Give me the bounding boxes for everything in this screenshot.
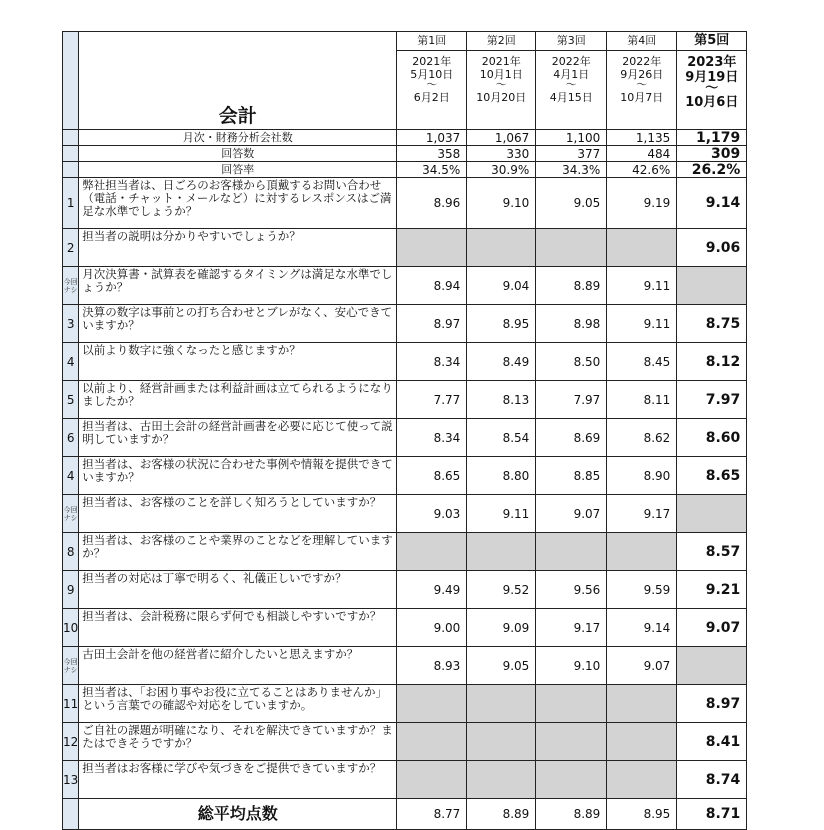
stats-value: 330 [467, 146, 536, 162]
question-text: 担当者は、会計税務に限らず何でも相談しやすいですか？ [79, 609, 397, 647]
round-y1: 2022年 [551, 55, 591, 68]
round-period [536, 51, 607, 130]
round-sep: 〜 [565, 78, 577, 91]
round-y1: 2021年 [481, 55, 521, 68]
question-number: 8 [63, 533, 79, 571]
question-text: 担当者は、古田土会計の経営計画書を必要に応じて使って説明していますか？ [79, 419, 397, 457]
question-number: 13 [63, 761, 79, 799]
question-score [467, 533, 536, 571]
stats-value: 484 [607, 146, 677, 162]
round-d2: 10月7日 [620, 91, 664, 104]
question-row [63, 343, 747, 381]
question-text: 担当者は、お客様のことを詳しく知ろうとしていますか？ [79, 495, 397, 533]
question-score: 9.11 [607, 305, 677, 343]
stats-value: 377 [536, 146, 607, 162]
question-text: 決算の数字は事前との打ち合わせとブレがなく、安心できていますか？ [79, 305, 397, 343]
question-score [536, 685, 607, 723]
question-score [607, 229, 677, 267]
question-score: 9.49 [397, 571, 467, 609]
question-text: 担当者は、「お困り事やお役に立てることはありませんか」という言葉での確認や対応をしていますか。 [79, 685, 397, 723]
question-score: 9.07 [607, 647, 677, 685]
question-score: 9.05 [536, 178, 607, 229]
question-row [63, 533, 747, 571]
round-d1: 9月26日 [620, 68, 664, 81]
round-sep: 〜 [495, 78, 507, 91]
question-row [63, 571, 747, 609]
round-sep: 〜 [636, 78, 648, 91]
question-score: 9.14 [607, 609, 677, 647]
question-score [397, 761, 467, 799]
question-score: 8.34 [397, 343, 467, 381]
index-cell [63, 146, 79, 162]
question-score: 8.97 [397, 305, 467, 343]
question-number: 12 [63, 723, 79, 761]
question-score: 8.62 [607, 419, 677, 457]
question-text: 以前より数字に強くなったと感じますか？ [79, 343, 397, 381]
stats-value: 26.2% [677, 162, 747, 178]
question-number: 今回ナシ [63, 267, 79, 305]
question-score: 9.09 [467, 609, 536, 647]
question-score: 9.04 [467, 267, 536, 305]
stats-value: 34.5% [397, 162, 467, 178]
question-number: 4 [63, 457, 79, 495]
round-label: 第5回 [677, 32, 747, 51]
stats-value: 42.6% [607, 162, 677, 178]
question-score: 9.11 [467, 495, 536, 533]
question-row [63, 419, 747, 457]
question-score: 9.59 [607, 571, 677, 609]
stats-label: 回答率 [79, 162, 397, 178]
total-score: 8.95 [607, 799, 677, 830]
question-score [536, 761, 607, 799]
question-score: 8.89 [536, 267, 607, 305]
question-row [63, 457, 747, 495]
question-row [63, 495, 747, 533]
question-score [536, 723, 607, 761]
question-text: 弊社担当者は、日ごろのお客様から頂戴するお問い合わせ（電話・チャット・メールなど）に対するレスポンスはご満足な水準でしょうか？ [79, 178, 397, 229]
question-row [63, 761, 747, 799]
question-score [677, 495, 747, 533]
question-row [63, 685, 747, 723]
question-score: 8.57 [677, 533, 747, 571]
round-label: 第3回 [536, 32, 607, 51]
question-score: 8.45 [607, 343, 677, 381]
question-row [63, 723, 747, 761]
question-score [607, 685, 677, 723]
question-score: 8.98 [536, 305, 607, 343]
question-score [397, 685, 467, 723]
question-score: 8.75 [677, 305, 747, 343]
question-row [63, 229, 747, 267]
total-score: 8.89 [536, 799, 607, 830]
question-number: 4 [63, 343, 79, 381]
round-y1: 2023年 [687, 55, 737, 70]
survey-table [62, 31, 747, 830]
question-score: 9.21 [677, 571, 747, 609]
question-number: 10 [63, 609, 79, 647]
question-score: 8.54 [467, 419, 536, 457]
stats-value: 358 [397, 146, 467, 162]
question-score: 8.12 [677, 343, 747, 381]
question-score: 7.77 [397, 381, 467, 419]
question-number: 1 [63, 178, 79, 229]
stats-row [63, 130, 747, 146]
question-score: 9.17 [536, 609, 607, 647]
question-text: 月次決算書・試算表を確認するタイミングは満足な水準でしょうか？ [79, 267, 397, 305]
question-row [63, 609, 747, 647]
stats-value: 1,067 [467, 130, 536, 146]
question-score: 8.49 [467, 343, 536, 381]
stats-value: 1,037 [397, 130, 467, 146]
question-text: 担当者の対応は丁寧で明るく、礼儀正しいですか？ [79, 571, 397, 609]
index-header-cell [63, 32, 79, 130]
question-score [467, 761, 536, 799]
question-score: 8.60 [677, 419, 747, 457]
question-score: 8.65 [677, 457, 747, 495]
index-cell [63, 799, 79, 830]
question-number: 3 [63, 305, 79, 343]
question-score: 9.17 [607, 495, 677, 533]
question-score: 9.52 [467, 571, 536, 609]
question-score [467, 723, 536, 761]
question-score [536, 533, 607, 571]
question-score [607, 723, 677, 761]
round-d1: 10月1日 [479, 68, 523, 81]
question-row [63, 267, 747, 305]
round-y1: 2021年 [412, 55, 452, 68]
question-text: ご自社の課題が明確になり、それを解決できていますか？またはできそうですか？ [79, 723, 397, 761]
total-label: 総平均点数 [79, 799, 397, 830]
stats-value: 1,179 [677, 130, 747, 146]
question-row [63, 305, 747, 343]
round-d1: 4月1日 [553, 68, 590, 81]
question-score: 8.90 [607, 457, 677, 495]
question-number: 6 [63, 419, 79, 457]
question-score: 9.56 [536, 571, 607, 609]
stats-label: 回答数 [79, 146, 397, 162]
question-score [397, 229, 467, 267]
total-score: 8.77 [397, 799, 467, 830]
question-score: 8.80 [467, 457, 536, 495]
round-d2: 10月6日 [685, 95, 739, 110]
question-score: 9.14 [677, 178, 747, 229]
question-score [536, 229, 607, 267]
question-number: 今回ナシ [63, 647, 79, 685]
question-score: 9.03 [397, 495, 467, 533]
question-number: 2 [63, 229, 79, 267]
question-row [63, 381, 747, 419]
question-number: 今回ナシ [63, 495, 79, 533]
question-number: 5 [63, 381, 79, 419]
question-score: 7.97 [536, 381, 607, 419]
question-score [607, 761, 677, 799]
question-score: 8.97 [677, 685, 747, 723]
question-score: 8.65 [397, 457, 467, 495]
question-score [677, 647, 747, 685]
question-score: 8.13 [467, 381, 536, 419]
total-score: 8.89 [467, 799, 536, 830]
question-score: 8.34 [397, 419, 467, 457]
stats-row [63, 162, 747, 178]
stats-value: 34.3% [536, 162, 607, 178]
question-number: 11 [63, 685, 79, 723]
stats-label: 月次・財務分析会社数 [79, 130, 397, 146]
round-period [607, 51, 677, 130]
question-score: 9.10 [536, 647, 607, 685]
question-score: 8.69 [536, 419, 607, 457]
question-score: 9.06 [677, 229, 747, 267]
total-row [63, 799, 747, 830]
question-score: 8.96 [397, 178, 467, 229]
round-label: 第4回 [607, 32, 677, 51]
question-score: 9.07 [536, 495, 607, 533]
total-score: 8.71 [677, 799, 747, 830]
round-period [467, 51, 536, 130]
question-text: 古田土会計を他の経営者に紹介したいと思えますか？ [79, 647, 397, 685]
question-score: 9.19 [607, 178, 677, 229]
question-text: 担当者の説明は分かりやすいでしょうか？ [79, 229, 397, 267]
round-d2: 4月15日 [549, 91, 593, 104]
stats-value: 30.9% [467, 162, 536, 178]
question-row [63, 178, 747, 229]
round-period [397, 51, 467, 130]
question-text: 担当者は、お客様の状況に合わせた事例や情報を提供できていますか？ [79, 457, 397, 495]
round-label: 第1回 [397, 32, 467, 51]
round-d1: 5月10日 [410, 68, 454, 81]
round-period [677, 51, 747, 130]
question-score: 8.50 [536, 343, 607, 381]
round-sep: 〜 [426, 78, 438, 91]
page-title: 会計 [79, 32, 397, 130]
stats-value: 1,100 [536, 130, 607, 146]
question-score [467, 229, 536, 267]
question-text: 担当者は、お客様のことや業界のことなどを理解していますか？ [79, 533, 397, 571]
stats-row [63, 146, 747, 162]
question-score: 9.05 [467, 647, 536, 685]
stats-value: 1,135 [607, 130, 677, 146]
question-score: 9.10 [467, 178, 536, 229]
question-score [467, 685, 536, 723]
question-score: 9.00 [397, 609, 467, 647]
question-score: 8.11 [607, 381, 677, 419]
question-number: 9 [63, 571, 79, 609]
question-text: 担当者はお客様に学びや気づきをご提供できていますか？ [79, 761, 397, 799]
question-score [397, 723, 467, 761]
stats-value: 309 [677, 146, 747, 162]
header-row-labels [63, 32, 747, 51]
question-score [397, 533, 467, 571]
question-score: 8.95 [467, 305, 536, 343]
question-score: 8.94 [397, 267, 467, 305]
index-cell [63, 162, 79, 178]
question-text: 以前より、経営計画または利益計画は立てられるようになりましたか？ [79, 381, 397, 419]
round-d2: 10月20日 [476, 91, 527, 104]
question-score [677, 267, 747, 305]
round-sep: 〜 [705, 81, 719, 96]
question-score: 8.85 [536, 457, 607, 495]
question-score: 9.07 [677, 609, 747, 647]
question-score: 8.93 [397, 647, 467, 685]
round-y1: 2022年 [622, 55, 662, 68]
question-score: 8.41 [677, 723, 747, 761]
round-label: 第2回 [467, 32, 536, 51]
question-score: 7.97 [677, 381, 747, 419]
round-d1: 9月19日 [685, 70, 739, 85]
index-cell [63, 130, 79, 146]
question-score [607, 533, 677, 571]
question-row [63, 647, 747, 685]
question-score: 8.74 [677, 761, 747, 799]
round-d2: 6月2日 [413, 91, 450, 104]
question-score: 9.11 [607, 267, 677, 305]
